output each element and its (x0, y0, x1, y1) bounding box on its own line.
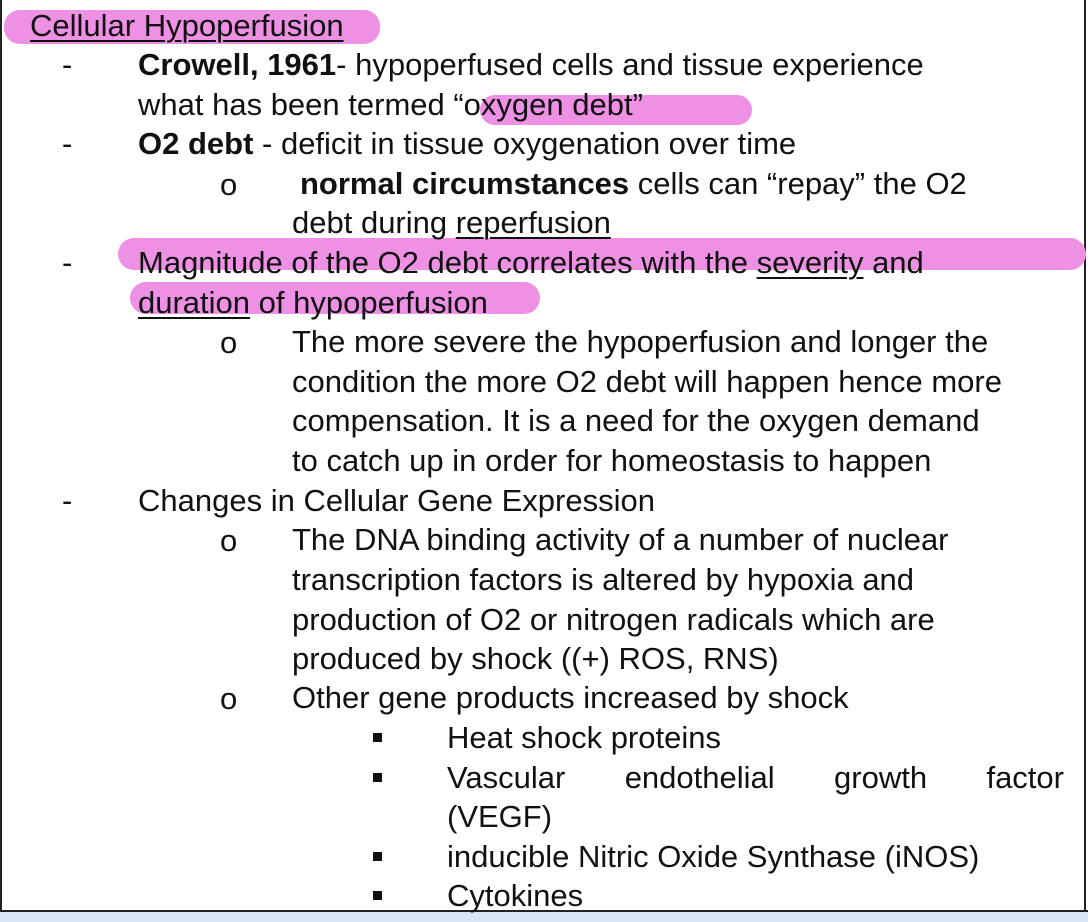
circle-bullet: o (220, 325, 238, 360)
crowell-text: - hypoperfused cells and tissue experience (336, 47, 924, 82)
vegf-word: endothelial (624, 760, 775, 795)
reperfusion-term: reperfusion (455, 205, 611, 240)
o2-debt-definition: - deficit in tissue oxygenation over time (253, 126, 797, 161)
oxygen-debt-term: “oxygen debt” (453, 87, 643, 122)
square-bullet (373, 852, 382, 861)
crowell-text-2: what has been termed (138, 87, 454, 122)
square-bullet (373, 773, 382, 782)
vegf-word: Vascular (447, 760, 566, 795)
magnitude-text: Magnitude of the O2 debt correlates with the (138, 245, 757, 280)
circle-bullet: o (220, 167, 238, 202)
o2-debt-term: O2 debt (138, 126, 254, 161)
square-bullet (373, 733, 382, 742)
magnitude-and: and (863, 245, 924, 280)
dash-bullet: - (62, 483, 73, 518)
severe-line-2: condition the more O2 debt will happen hence more (292, 364, 1002, 399)
normal-text: cells can “repay” the O2 (629, 166, 967, 201)
severity-term: severity (756, 245, 864, 280)
crowell-line-2 (138, 85, 643, 125)
other-line: Other gene products increased by shock (292, 680, 849, 715)
severe-line-4: to catch up in order for homeostasis to happen (292, 443, 932, 478)
dna-line-3: production of O2 or nitrogen radicals which are (292, 602, 935, 637)
dash-bullet: - (62, 47, 73, 82)
circle-bullet: o (220, 523, 238, 558)
inos-item: inducible Nitric Oxide Synthase (iNOS) (447, 839, 980, 874)
changes-line: Changes in Cellular Gene Expression (138, 483, 655, 518)
vegf-line-2: (VEGF) (447, 799, 553, 834)
section-heading: Cellular Hypoperfusion (30, 8, 344, 43)
magnitude-line-2 (138, 283, 488, 323)
heat-shock-item: Heat shock proteins (447, 720, 721, 755)
severe-line-3: compensation. It is a need for the oxygen demand (292, 403, 980, 438)
normal-line-1 (300, 164, 1064, 204)
duration-term: duration (138, 285, 251, 320)
normal-circumstances-term: normal circumstances (300, 166, 630, 201)
square-bullet (373, 891, 382, 900)
dna-line-2: transcription factors is altered by hypoxia and (292, 562, 915, 597)
o2-debt-line (138, 124, 796, 164)
normal-line-2 (292, 203, 611, 243)
magnitude-text-2: of hypoperfusion (250, 285, 488, 320)
cytokines-item: Cytokines (447, 878, 584, 913)
dash-bullet: - (62, 126, 73, 161)
normal-text-2: debt during (292, 205, 456, 240)
dash-bullet: - (62, 245, 73, 280)
severe-line-1: The more severe the hypoperfusion and longer the (292, 324, 989, 359)
circle-bullet: o (220, 681, 238, 716)
vegf-word: growth (834, 760, 928, 795)
vegf-word: factor (986, 760, 1064, 795)
vegf-line-1 (447, 758, 1064, 798)
crowell-citation: Crowell, 1961 (138, 47, 337, 82)
magnitude-line-1 (138, 243, 924, 283)
dna-line-1: The DNA binding activity of a number of nuclear (292, 522, 949, 557)
crowell-line-1 (138, 45, 1064, 85)
dna-line-4: produced by shock ((+) ROS, RNS) (292, 641, 779, 676)
